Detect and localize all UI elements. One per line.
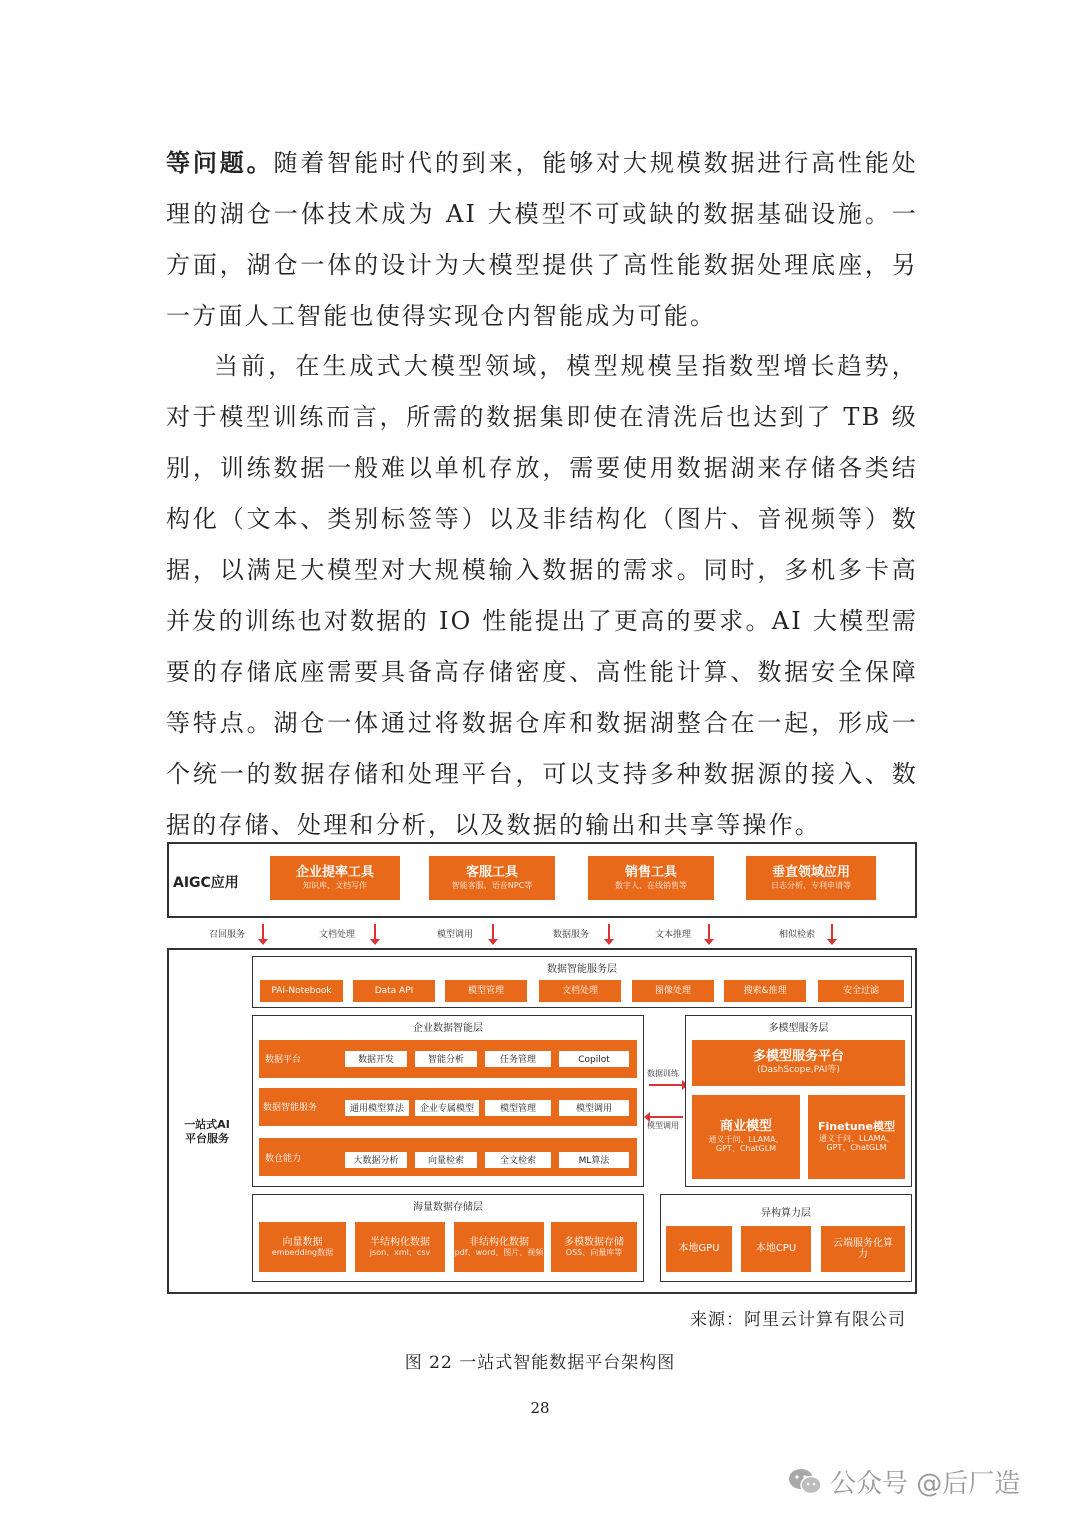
service-item: 搜索&推理 bbox=[724, 980, 806, 1002]
left-arrow-icon bbox=[649, 1116, 683, 1118]
arrow-label-3: 模型调用 bbox=[437, 930, 474, 940]
service-item: 模型管理 bbox=[445, 980, 527, 1002]
storage-item: 向量数据 embedding数据 bbox=[259, 1222, 346, 1272]
aigc-app-4: 垂直领域应用 日志分析、专利申请等 bbox=[746, 856, 876, 900]
service-item: 安全过滤 bbox=[818, 980, 904, 1002]
watermark bbox=[788, 1463, 1020, 1500]
data-service-layer-title: 数据智能服务层 bbox=[547, 964, 617, 975]
multi-model-platform: 多模型服务平台 (DashScope,PAI等) bbox=[692, 1040, 905, 1086]
enterprise-row-label: 数据平台 bbox=[265, 1055, 302, 1065]
right-arrow-icon bbox=[649, 1084, 683, 1086]
enterprise-item: 通用模型算法 bbox=[345, 1100, 409, 1116]
service-item: 文档处理 bbox=[539, 980, 621, 1002]
aigc-app-3: 销售工具 数字人、在线销售等 bbox=[588, 856, 714, 900]
enterprise-layer-title: 企业数据智能层 bbox=[413, 1023, 483, 1034]
compute-item: 云端服务化算力 bbox=[821, 1226, 905, 1272]
enterprise-item: 模型调用 bbox=[559, 1100, 629, 1116]
service-item: 图像处理 bbox=[632, 980, 714, 1002]
down-arrow-icon bbox=[374, 924, 376, 940]
mid-arrow-label-2: 模型调用 bbox=[647, 1121, 679, 1130]
enterprise-item: 全文检索 bbox=[485, 1152, 551, 1168]
enterprise-item: 向量检索 bbox=[415, 1152, 477, 1168]
down-arrow-icon bbox=[708, 924, 710, 940]
storage-item: 多模数据存储 OSS、向量库等 bbox=[551, 1222, 637, 1272]
enterprise-item: 大数据分析 bbox=[345, 1152, 407, 1168]
arrow-label-2: 文档处理 bbox=[319, 930, 356, 940]
platform-label: 一站式AI 平台服务 bbox=[184, 1118, 230, 1145]
storage-layer-title: 海量数据存储层 bbox=[413, 1202, 483, 1213]
enterprise-item: 智能分析 bbox=[415, 1051, 477, 1067]
compute-layer-title: 异构算力层 bbox=[761, 1208, 811, 1219]
paragraph-1 bbox=[166, 137, 918, 342]
figure-source: 来源：阿里云计算有限公司 bbox=[690, 1310, 906, 1330]
enterprise-item: Copilot bbox=[559, 1051, 629, 1067]
paragraph-1-lead: 等问题。 bbox=[166, 148, 274, 177]
enterprise-item: 数据开发 bbox=[345, 1051, 407, 1067]
compute-item: 本地GPU bbox=[666, 1226, 732, 1272]
enterprise-row-label: 数据智能服务 bbox=[263, 1103, 318, 1113]
enterprise-row-label: 数仓能力 bbox=[265, 1154, 302, 1164]
paragraph-2: 当前，在生成式大模型领域，模型规模呈指数型增长趋势，对于模型训练而言，所需的数据集即使在清洗后也达到了 TB 级别，训练数据一般难以单机存放，需要使用数据湖来存储各类结构化（文本、类别标签等）以及非结构化（图片、音视频等）数据，以满足大模型对大规模输入数据的需求。同时，多机多卡高并发的训练也对数据的 IO 性能提出了更高的要求。AI 大模型需要的存储底座需要具备高存储密度、高性能计算、数据安全保障等特点。湖仓一体通过将数据仓库和数据湖整合在一起，形成一个统一的数据存储和处理平台，可以支持多种数据源的接入、数据的存储、处理和分析，以及数据的输出和共享等操作。 bbox=[166, 352, 918, 839]
enterprise-item: 企业专属模型 bbox=[415, 1100, 479, 1116]
enterprise-item: 模型管理 bbox=[485, 1100, 551, 1116]
finetune-model: Finetune模型 通义千问、LLAMA、GPT、ChatGLM bbox=[808, 1095, 905, 1179]
storage-item: 半结构化数据 json、xml、csv bbox=[355, 1222, 445, 1272]
commercial-model: 商业模型 通义千问、LLAMA、GPT、ChatGLM bbox=[692, 1095, 800, 1179]
down-arrow-icon bbox=[608, 924, 610, 940]
down-arrow-icon bbox=[492, 924, 494, 940]
arrow-label-5: 文本推理 bbox=[655, 930, 692, 940]
enterprise-item: ML算法 bbox=[559, 1152, 629, 1168]
mid-arrow-label-1: 数据训练 bbox=[647, 1069, 679, 1078]
watermark-text: 公众号 @后厂造 bbox=[830, 1469, 1021, 1499]
service-item: Data API bbox=[353, 980, 435, 1002]
architecture-diagram bbox=[167, 842, 917, 1294]
service-item: PAI-Notebook bbox=[260, 980, 343, 1002]
compute-item: 本地CPU bbox=[741, 1226, 811, 1272]
down-arrow-icon bbox=[831, 924, 833, 940]
arrow-label-4: 数据服务 bbox=[553, 930, 590, 940]
arrow-label-6: 相似检索 bbox=[779, 930, 816, 940]
aigc-label: AIGC应用 bbox=[173, 875, 239, 891]
paragraph-1-text: 随着智能时代的到来，能够对大规模数据进行高性能处理的湖仓一体技术成为 AI 大模型不可或缺的数据基础设施。一方面，湖仓一体的设计为大模型提供了高性能数据处理底座，另一方面人工智能也使得实现仓内智能成为可能。 bbox=[166, 149, 918, 330]
page-number: 28 bbox=[530, 1399, 550, 1417]
wechat-icon bbox=[788, 1468, 822, 1496]
aigc-app-2: 客服工具 智能客服、语音NPC等 bbox=[429, 856, 555, 900]
figure-caption: 图 22 一站式智能数据平台架构图 bbox=[404, 1353, 676, 1373]
down-arrow-icon bbox=[262, 924, 264, 940]
aigc-app-1: 企业提率工具 知识库、文档写作 bbox=[270, 856, 400, 900]
arrow-label-1: 召回服务 bbox=[209, 930, 246, 940]
enterprise-item: 任务管理 bbox=[485, 1051, 551, 1067]
multi-model-layer-title: 多模型服务层 bbox=[768, 1023, 829, 1034]
storage-item: 非结构化数据 pdf、word、图片、视频 bbox=[454, 1222, 544, 1272]
